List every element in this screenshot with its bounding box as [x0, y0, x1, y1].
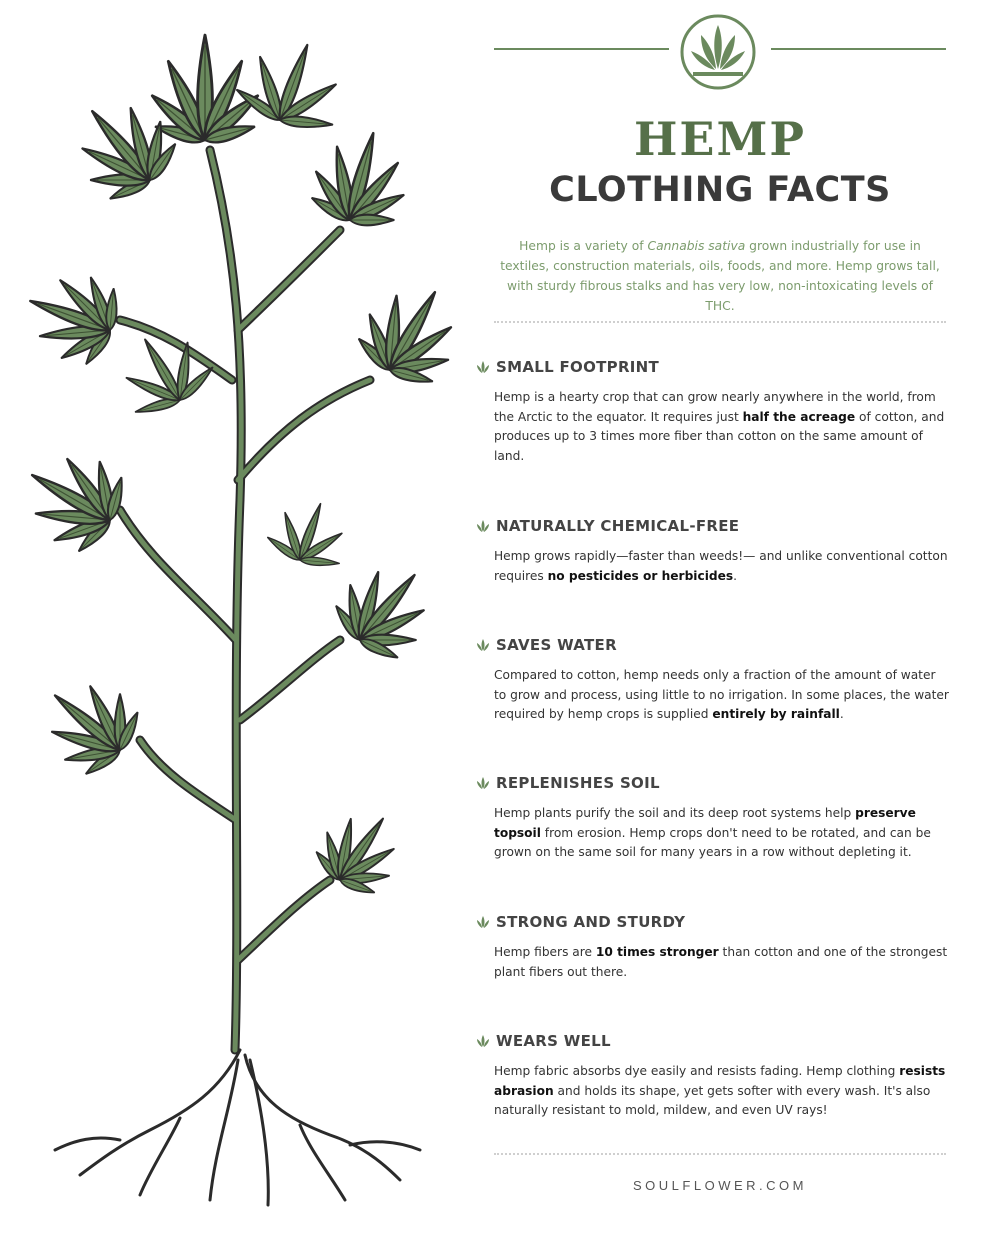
section-body [494, 1062, 949, 1121]
hemp-leaf-cluster [321, 545, 450, 673]
section-text: . [839, 707, 844, 721]
section-title: WEARS WELL [496, 1032, 611, 1050]
section-highlight: half the acreage [742, 409, 856, 424]
hemp-leaf-cluster [14, 257, 130, 375]
section-body [494, 943, 949, 982]
page-subtitle: CLOTHING FACTS [549, 170, 891, 210]
section-saves-water [476, 634, 956, 725]
hemp-leaf-cluster [25, 660, 153, 789]
section-highlight: entirely by rainfall [712, 707, 840, 721]
section-body [494, 547, 949, 586]
section-text: of cotton, and produces up to 3 times more fiber than cotton on the same amount of land. [494, 409, 945, 463]
hemp-leaf-cluster [7, 432, 138, 565]
section-highlight: preserve topsoil [494, 806, 916, 840]
dotted-divider-top [494, 321, 946, 323]
section-text: Hemp grows rapidly—faster than weeds!— and unlike conventional cotton requires [494, 549, 948, 583]
hemp-leaf-bullet-icon [476, 361, 490, 373]
hemp-leaf-bullet-icon [476, 777, 490, 789]
logo-rule-left [494, 48, 669, 50]
section-strong-and-sturdy [476, 911, 956, 982]
section-title: STRONG AND STURDY [496, 913, 686, 931]
section-highlight: resists abrasion [494, 1064, 946, 1098]
section-text: Hemp fibers are [494, 945, 596, 959]
section-text: . [733, 568, 737, 583]
hemp-leaf-cluster [229, 27, 356, 142]
hemp-leaf-bullet-icon [476, 639, 490, 651]
hemp-plant-illustration [0, 0, 480, 1235]
footer-site-url[interactable]: SOULFLOWER.COM [633, 1178, 807, 1193]
hemp-leaf-logo-icon [679, 13, 757, 91]
hemp-leaf-bullet-icon [476, 520, 490, 532]
logo-rule-right [771, 48, 946, 50]
section-text: and holds its shape, yet gets softer with every wash. It's also naturally resistant to mold, mildew, and even UV rays! [494, 1083, 931, 1117]
intro-text-end: grown industrially for use in textiles, construction materials, oils, foods, and more. Hemp grows tall, with sturdy fibrous stalks and has very low, non-intoxicating levels of THC. [500, 239, 940, 313]
dotted-divider-bottom [494, 1153, 946, 1155]
intro-paragraph [494, 236, 946, 316]
section-text: than cotton and one of the strongest plant fibers out there. [494, 945, 948, 979]
hemp-leaf-bullet-icon [476, 1035, 490, 1047]
section-highlight: 10 times stronger [595, 945, 719, 959]
section-title: NATURALLY CHEMICAL-FREE [496, 517, 740, 535]
section-text: from erosion. Hemp crops don't need to be rotated, and can be grown on the same soil for many years in a row without depleting it. [494, 825, 931, 859]
section-text: Hemp fabric absorbs dye easily and resists fading. Hemp clothing [494, 1064, 900, 1078]
section-replenishes-soil [476, 772, 956, 863]
section-title: SMALL FOOTPRINT [496, 358, 660, 376]
section-wears-well [476, 1030, 956, 1121]
logo [490, 10, 950, 90]
hemp-leaf-bullet-icon [476, 916, 490, 928]
section-text: Hemp is a hearty crop that can grow nearly anywhere in the world, from the Arctic to the equator. It requires just [494, 390, 936, 424]
page-title: HEMP [633, 112, 807, 166]
hemp-leaf-cluster [301, 120, 421, 237]
section-title: REPLENISHES SOIL [496, 774, 660, 792]
intro-text-start: Hemp is a variety of [519, 239, 648, 253]
section-naturally-chemical-free [476, 515, 956, 586]
hemp-leaf-cluster [55, 79, 191, 215]
hemp-leaf-cluster [148, 35, 263, 146]
section-highlight: no pesticides or herbicides [547, 568, 734, 583]
intro-species: Cannabis sativa [647, 239, 746, 253]
section-body [494, 804, 949, 863]
section-small-footprint [476, 356, 956, 466]
hemp-leaf-cluster [262, 490, 357, 577]
section-text: Compared to cotton, hemp needs only a fraction of the amount of water to grow and process, using little to no irrigation. In some places, the water required by hemp crops is supplied [494, 668, 949, 721]
section-text: Hemp plants purify the soil and its deep root systems help [494, 806, 856, 820]
section-body [494, 666, 949, 725]
section-body [494, 388, 949, 466]
section-title: SAVES WATER [496, 636, 617, 654]
